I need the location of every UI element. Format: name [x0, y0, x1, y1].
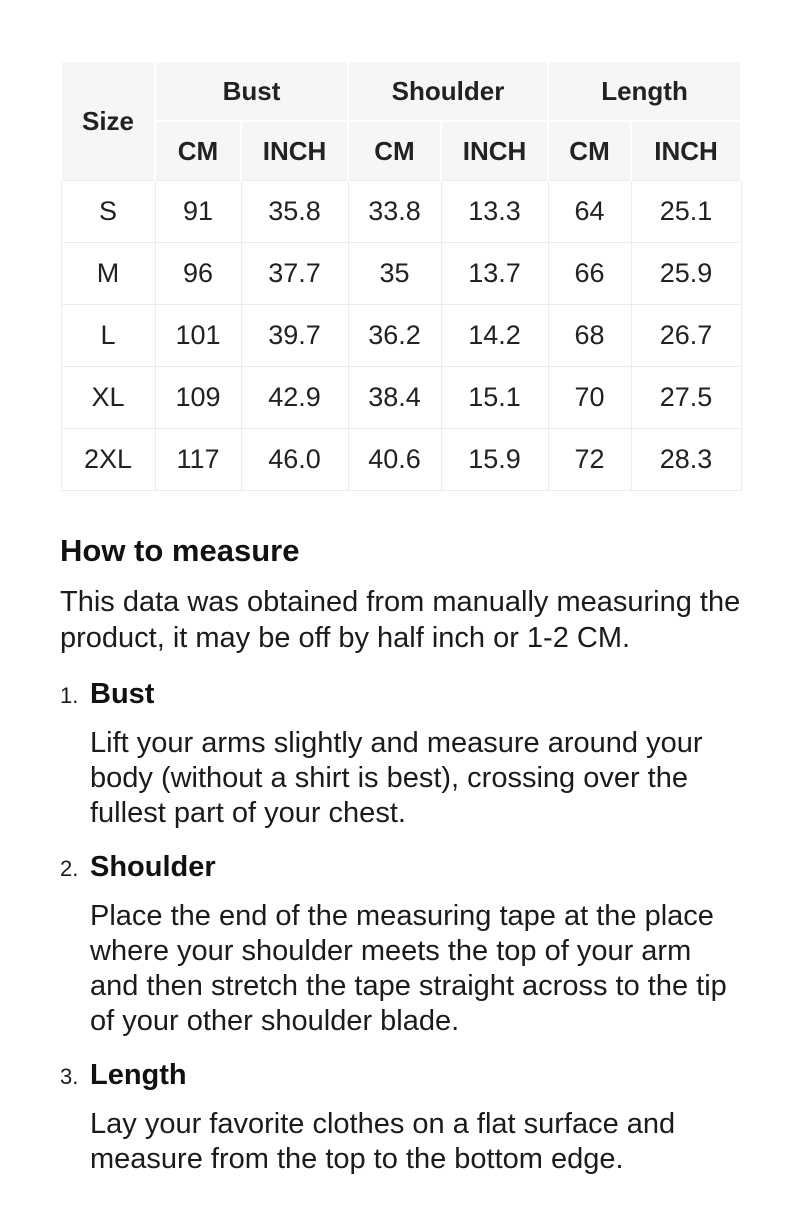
value-cell: 35: [348, 243, 441, 305]
value-cell: 68: [548, 305, 631, 367]
value-cell: 101: [155, 305, 241, 367]
value-cell: 46.0: [241, 429, 348, 491]
value-cell: 25.9: [631, 243, 741, 305]
size-cell: M: [61, 243, 155, 305]
value-cell: 72: [548, 429, 631, 491]
value-cell: 26.7: [631, 305, 741, 367]
value-cell: 64: [548, 181, 631, 243]
size-chart-table: [60, 60, 742, 491]
value-cell: 39.7: [241, 305, 348, 367]
step-term: Shoulder: [90, 851, 216, 883]
measure-step-bust: [60, 676, 800, 831]
step-heading: [60, 676, 800, 717]
value-cell: 13.3: [441, 181, 548, 243]
value-cell: 14.2: [441, 305, 548, 367]
value-cell: 13.7: [441, 243, 548, 305]
value-cell: 15.1: [441, 367, 548, 429]
unit-header-length-cm: CM: [548, 121, 631, 181]
value-cell: 25.1: [631, 181, 741, 243]
group-header-length: Length: [548, 61, 741, 121]
group-header-bust: Bust: [155, 61, 348, 121]
value-cell: 33.8: [348, 181, 441, 243]
table-row-s: [61, 181, 741, 243]
value-cell: 66: [548, 243, 631, 305]
unit-header-length-inch: INCH: [631, 121, 741, 181]
step-description: Place the end of the measuring tape at the place where your shoulder meets the top of your arm and then stretch the tape straight across to the tip of your other shoulder blade.: [90, 900, 727, 1037]
step-heading: [60, 1057, 800, 1098]
value-cell: 109: [155, 367, 241, 429]
value-cell: 42.9: [241, 367, 348, 429]
value-cell: 28.3: [631, 429, 741, 491]
value-cell: 91: [155, 181, 241, 243]
value-cell: 40.6: [348, 429, 441, 491]
value-cell: 15.9: [441, 429, 548, 491]
unit-header-row: [61, 121, 741, 181]
size-column-header: Size: [61, 61, 155, 181]
value-cell: 70: [548, 367, 631, 429]
table-row-2xl: [61, 429, 741, 491]
unit-header-bust-cm: CM: [155, 121, 241, 181]
step-heading: [60, 849, 800, 890]
step-description: Lay your favorite clothes on a flat surface and measure from the top to the bottom edge.: [90, 1108, 676, 1175]
unit-header-bust-inch: INCH: [241, 121, 348, 181]
step-number: 3.: [60, 1064, 79, 1089]
step-number: 1.: [60, 683, 79, 708]
size-cell: S: [61, 181, 155, 243]
value-cell: 37.7: [241, 243, 348, 305]
value-cell: 36.2: [348, 305, 441, 367]
table-row-xl: [61, 367, 741, 429]
step-term: Length: [90, 1059, 187, 1091]
step-description: Lift your arms slightly and measure around your body (without a shirt is best), crossing over the fullest part of your chest.: [90, 727, 703, 829]
value-cell: 117: [155, 429, 241, 491]
size-cell: L: [61, 305, 155, 367]
measure-step-length: [60, 1057, 800, 1177]
measure-steps-list: [60, 676, 800, 1177]
unit-header-shoulder-cm: CM: [348, 121, 441, 181]
group-header-row: [61, 61, 741, 121]
step-number: 2.: [60, 856, 79, 881]
value-cell: 27.5: [631, 367, 741, 429]
unit-header-shoulder-inch: INCH: [441, 121, 548, 181]
value-cell: 38.4: [348, 367, 441, 429]
table-row-m: [61, 243, 741, 305]
size-cell: 2XL: [61, 429, 155, 491]
step-term: Bust: [90, 678, 155, 710]
table-row-l: [61, 305, 741, 367]
value-cell: 35.8: [241, 181, 348, 243]
measure-intro: This data was obtained from manually measuring the product, it may be off by half inch or 1-2 CM.: [60, 586, 741, 654]
group-header-shoulder: Shoulder: [348, 61, 548, 121]
value-cell: 96: [155, 243, 241, 305]
measure-step-shoulder: [60, 849, 800, 1039]
size-cell: XL: [61, 367, 155, 429]
how-to-measure-heading: How to measure: [60, 533, 300, 568]
